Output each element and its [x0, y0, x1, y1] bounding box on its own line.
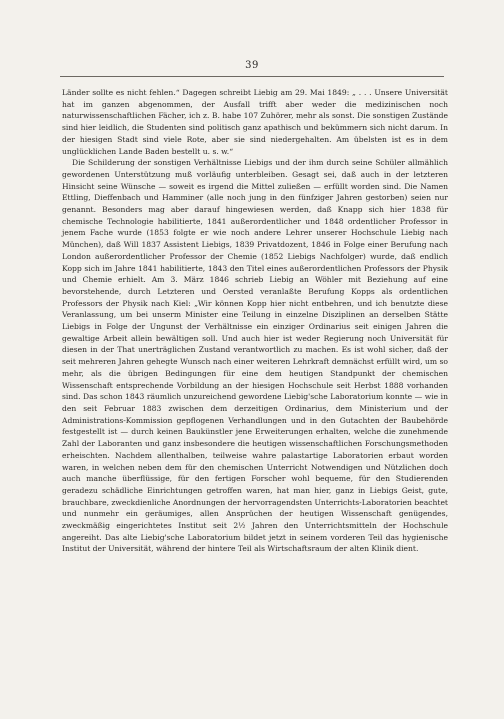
body-text [62, 87, 448, 555]
paragraph: Länder sollte es nicht fehlen.“ Dagegen schreibt Liebig am 29. Mai 1849: „ . . . Unsere Universität hat im ganzen abgenommen, der Ausfall trifft aber weder die medizinischen noch naturwissenschaftlichen Fächer, ich z. B. habe 107 Zuhörer, mehr als sonst. Die sonstigen Zustände sind hier leidlich, die Studenten sind politisch ganz apathisch und bekümmern sich nicht darum. In der hiesigen Stadt sind viele Rote, aber sie sind niedergehalten. Am übelsten ist es in dem unglücklichen Lande Baden bestellt u. s. w.“ [62, 88, 448, 156]
paragraph: Die Schilderung der sonstigen Verhältnisse Liebigs und der ihm durch seine Schüler allmählich gewordenen Unterstützung muß vorläufig unterbleiben. Gesagt sei, daß auch in der letzteren Hinsicht seine Wünsche — soweit es irgend die Mittel zuließen — erfüllt worden sind. Die Namen Ettling, Dieffenbach und Hamminer (alle noch jung in den fünfziger Jahren gestorben) seien nur genannt. Besonders mag aber darauf hingewiesen werden, daß Knapp sich hier 1838 für chemische Technologie habilitierte, 1841 außerordentlicher und 1848 ordentlicher Professor in jenem Fache wurde (1853 folgte er wie noch andere Lehrer unserer Hochschule Liebig nach München), daß Will 1837 Assistent Liebigs, 1839 Privatdozent, 1846 in Folge einer Berufung nach London außerordentlicher Professor der Chemie (1852 Liebigs Nachfolger) wurde, daß endlich Kopp sich im Jahre 1841 habilitierte, 1843 den Titel eines außerordentlichen Professors der Physik und Chemie erhielt. Am 3. März 1846 schrieb Liebig an Wöhler mit Beziehung auf eine bevorstehende, durch Letzteren und Oersted veranlaßte Berufung Kopps als ordentlichen Professors der Physik nach Kiel: „Wir können Kopp hier nicht entbehren, und ich benutzte diese Veranlassung, um bei unserm Minister eine Teilung in einzelne Disziplinen an derselben Stätte Liebigs in Folge der Ungunst der Verhältnisse ein einziger Ordinarius seit einigen Jahren die gewaltige Arbeit allein bewältigen soll. Und auch hier ist weder Regierung noch Universität für diesen in der That unerträglichen Zustand verantwortlich zu machen. Es ist wohl sicher, daß der seit mehreren Jahren gehegte Wunsch nach einer weiteren Lehrkraft demnächst erfüllt wird, um so mehr, als die übrigen Bedingungen für eine dem heutigen Standpunkt der chemischen Wissenschaft entsprechende Vorbildung an der hiesigen Hochschule seit Herbst 1888 vorhanden sind. Das schon 1843 räumlich unzureichend gewordene Liebig'sche Laboratorium konnte — wie in den seit Februar 1883 zwischen dem derzeitigen Ordinarius, dem Ministerium und der Administrations-Kommission gepflogenen Verhandlungen und in den Gutachten der Baubehörde festgestellt ist — durch keinen Baukünstler jene Erweiterungen erhalten, welche die zunehmende Zahl der Laboranten und ganz insbesondere die heutigen wissenschaftlichen Forschungsmethoden erheischten. Nachdem allenthalben, teilweise wahre palastartige Laboratorien erbaut worden waren, in welchen neben dem für den chemischen Unterricht Notwendigen und Nützlichen doch auch manche überflüssige, für den fertigen Forscher wohl bequeme, für den Studierenden geradezu schädliche Einrichtungen getroffen waren, hat man hier, ganz in Liebigs Geist, gute, brauchbare, zweckdienliche Anordnungen der hervorragendsten Unterrichts-Laboratorien beachtet und nunmehr ein geräumiges, allen Ansprüchen der heutigen Wissenschaft genügendes, zweckmäßig eingerichtetes Institut seit 2½ Jahren den Unterrichtsmitteln der Hochschule angereiht. Das alte Liebig'sche Laboratorium bildet jetzt in seinem vorderen Teil das hygienische Institut der Universität, während der hintere Teil als Wirtschaftsraum der alten Klinik dient. [62, 158, 448, 554]
header-rule [60, 76, 444, 77]
page-number: 39 [245, 60, 259, 71]
